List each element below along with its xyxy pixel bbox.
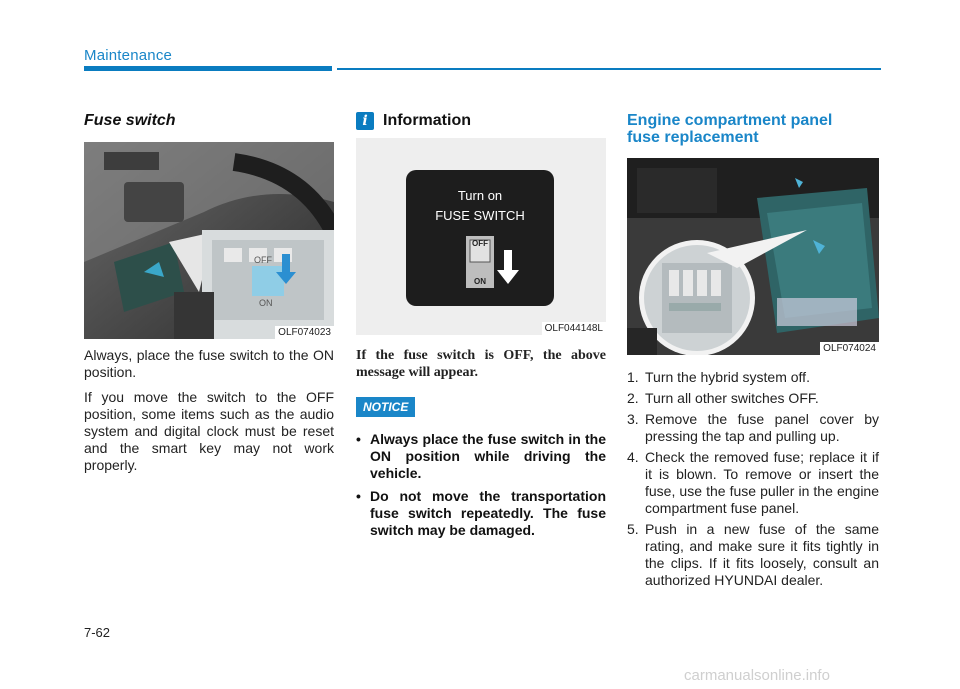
paragraph-2: If you move the switch to the OFF position, some items such as the audio system and digital clock must be reset and the smart key may not work properly. — [84, 389, 334, 473]
info-message: If the fuse switch is OFF, the above message will appear. — [356, 348, 606, 380]
fuse-switch-photo — [84, 142, 334, 339]
header-bar-thick — [84, 66, 332, 71]
notice-item: • Do not move the transportation fuse switch repeatedly. The fuse switch may be damaged. — [356, 488, 606, 539]
footer-watermark: carmanualsonline.info — [684, 667, 830, 684]
engine-fuse-illustration — [627, 158, 879, 355]
image-code: OLF074023 — [275, 326, 334, 339]
step-item: 5. Push in a new fuse of the same rating, and make sure it fits tightly in the clips. If it fits loosely, consult an authorized HYUNDAI dealer. — [627, 521, 879, 588]
replacement-steps — [627, 369, 879, 589]
fuse-on-label: ON — [259, 298, 273, 308]
notice-badge: NOTICE — [356, 397, 415, 417]
information-header — [356, 108, 606, 134]
paragraph-1: Always, place the fuse switch to the ON position. — [84, 347, 334, 380]
information-title: Information — [383, 112, 471, 129]
dashboard-fuse-illustration — [84, 142, 334, 339]
screen-line-1: Turn on — [457, 188, 503, 203]
notice-item: • Always place the fuse switch in the ON position while driving the vehicle. — [356, 431, 606, 482]
screen-line-2: FUSE SWITCH — [435, 208, 525, 223]
fuse-off-label: OFF — [254, 255, 272, 265]
info-icon: i — [356, 112, 374, 130]
fuse-switch-column — [84, 108, 334, 474]
section-title: Maintenance — [84, 47, 173, 64]
step-item: 1. Turn the hybrid system off. — [627, 369, 810, 385]
step-item: 4. Check the removed fuse; replace it if it is blown. To remove or insert the fuse, use the fuse puller in the engine compartment fuse panel. — [627, 449, 879, 516]
fuse-switch-heading: Fuse switch — [84, 112, 176, 129]
page-number: 7-62 — [84, 625, 111, 640]
cluster-message-illustration — [356, 138, 606, 335]
step-item: 3. Remove the fuse panel cover by pressing the tap and pulling up. — [627, 411, 879, 444]
step-item: 2. Turn all other switches OFF. — [627, 390, 819, 406]
engine-fuse-column — [627, 108, 879, 593]
message-screen-image — [356, 138, 606, 335]
image-code: OLF044148L — [542, 322, 606, 335]
screen-on-label: ON — [474, 277, 486, 286]
information-column — [356, 108, 606, 545]
screen-off-label: OFF — [472, 239, 488, 248]
header-bar-thin — [337, 68, 881, 70]
notice-list — [356, 431, 606, 539]
engine-compartment-photo — [627, 158, 879, 355]
image-code: OLF074024 — [820, 342, 879, 355]
engine-fuse-heading: Engine compartment panel fuse replacement — [627, 112, 833, 146]
